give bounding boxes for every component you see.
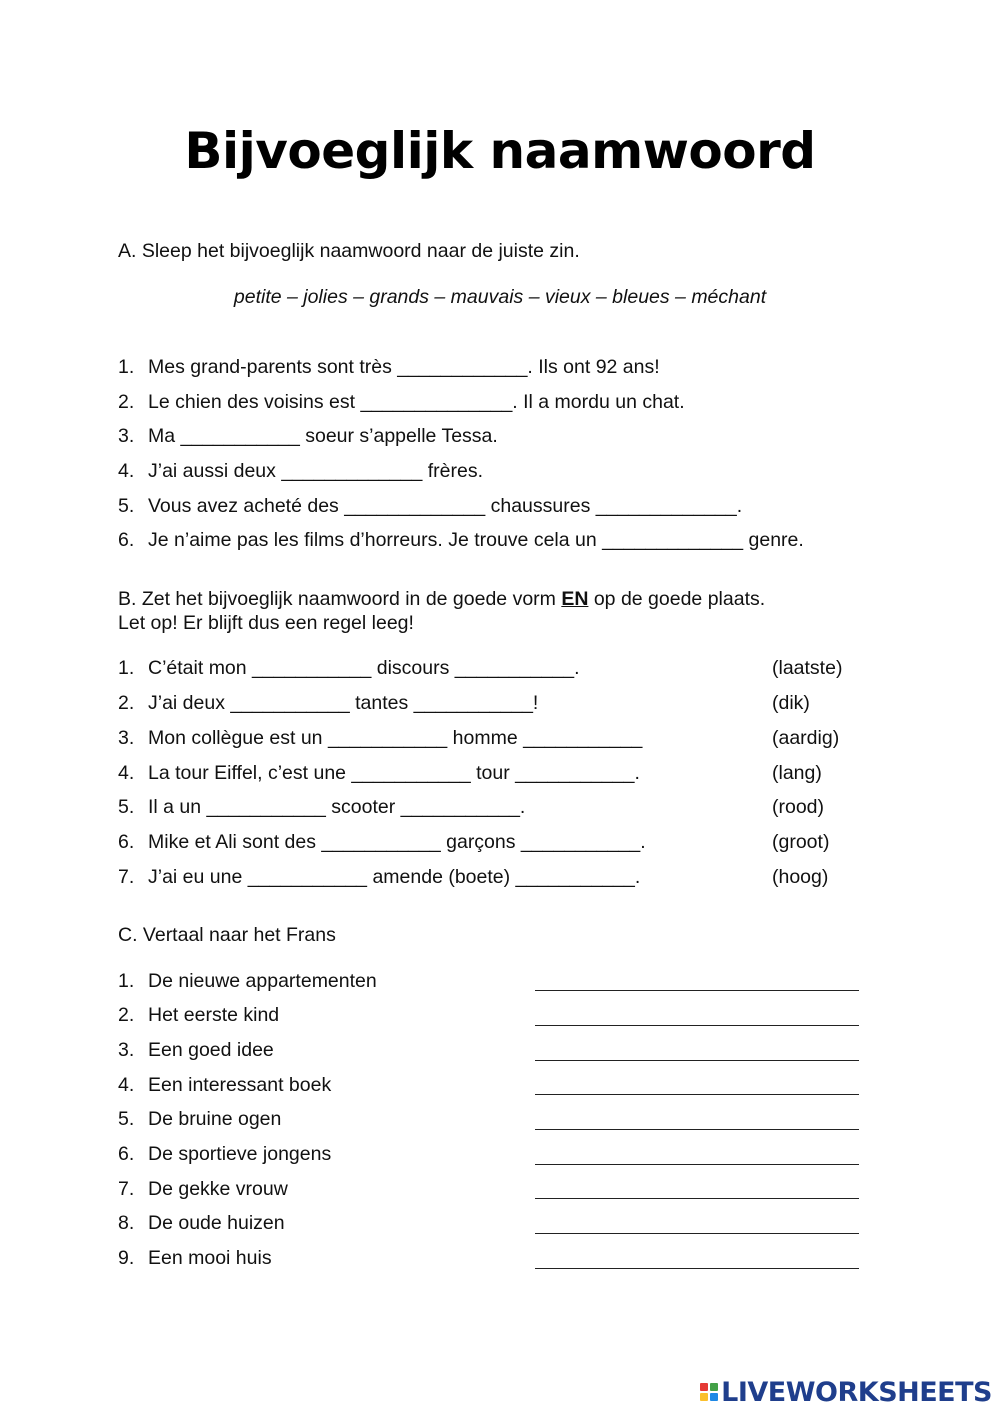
section-b-instruction-line2: Let op! Er blijft dus een regel leeg!: [118, 612, 414, 634]
answer-line[interactable]: [535, 990, 859, 991]
list-item-text: Vous avez acheté des _____________ chaussures _____________.: [148, 495, 743, 517]
list-item-hint: (lang): [772, 762, 822, 784]
section-b-instruction: [118, 588, 765, 611]
logo-square: [700, 1383, 708, 1391]
list-item-text: La tour Eiffel, c’est une ___________ tour ___________.: [148, 762, 640, 784]
list-item-number: 4.: [118, 460, 135, 482]
section-b-instruction-emphasis: EN: [561, 588, 589, 610]
answer-line[interactable]: [535, 1268, 859, 1269]
list-item-text: Il a un ___________ scooter ___________.: [148, 796, 526, 818]
list-item-number: 4.: [118, 1074, 135, 1096]
section-c-instruction: C. Vertaal naar het Frans: [118, 924, 336, 946]
list-item-text: De gekke vrouw: [148, 1178, 288, 1200]
answer-line[interactable]: [535, 1129, 859, 1130]
answer-line[interactable]: [535, 1233, 859, 1234]
list-item-text: Le chien des voisins est ______________. Il a mordu un chat.: [148, 391, 685, 413]
section-b-instruction-post: op de goede plaats.: [588, 588, 766, 610]
answer-line[interactable]: [535, 1164, 859, 1165]
list-item-hint: (dik): [772, 692, 810, 714]
liveworksheets-logo: [700, 1377, 992, 1407]
list-item-text: De oude huizen: [148, 1212, 285, 1234]
list-item-number: 5.: [118, 796, 135, 818]
list-item-text: C’était mon ___________ discours ___________.: [148, 657, 580, 679]
page-title: Bijvoeglijk naamwoord: [184, 122, 816, 180]
list-item-number: 7.: [118, 866, 135, 888]
list-item-number: 1.: [118, 356, 135, 378]
list-item-text: Ma ___________ soeur s’appelle Tessa.: [148, 425, 498, 447]
answer-line[interactable]: [535, 1060, 859, 1061]
answer-line[interactable]: [535, 1094, 859, 1095]
list-item-number: 3.: [118, 425, 135, 447]
list-item-text: Mon collègue est un ___________ homme ___________: [148, 727, 643, 749]
answer-line[interactable]: [535, 1025, 859, 1026]
list-item-text: J’ai deux ___________ tantes ___________!: [148, 692, 539, 714]
list-item-text: Mike et Ali sont des ___________ garçons ___________.: [148, 831, 646, 853]
list-item-number: 7.: [118, 1178, 135, 1200]
section-b-instruction-pre: B. Zet het bijvoeglijk naamwoord in de goede vorm: [118, 588, 562, 610]
list-item-number: 6.: [118, 529, 135, 551]
list-item-number: 2.: [118, 391, 135, 413]
list-item-number: 3.: [118, 727, 135, 749]
list-item-number: 3.: [118, 1039, 135, 1061]
logo-text: LIVEWORKSHEETS: [721, 1376, 992, 1408]
list-item-number: 8.: [118, 1212, 135, 1234]
list-item-text: J’ai eu une ___________ amende (boete) ___________.: [148, 866, 641, 888]
list-item-text: Een goed idee: [148, 1039, 274, 1061]
logo-square: [710, 1393, 718, 1401]
list-item-number: 1.: [118, 970, 135, 992]
list-item-hint: (groot): [772, 831, 830, 853]
list-item-hint: (hoog): [772, 866, 829, 888]
list-item-text: J’ai aussi deux _____________ frères.: [148, 460, 483, 482]
list-item-text: De sportieve jongens: [148, 1143, 332, 1165]
word-bank: petite – jolies – grands – mauvais – vieux – bleues – méchant: [233, 286, 767, 308]
logo-square: [710, 1383, 718, 1391]
list-item-hint: (aardig): [772, 727, 840, 749]
list-item-text: De bruine ogen: [148, 1108, 282, 1130]
answer-line[interactable]: [535, 1198, 859, 1199]
list-item-text: Het eerste kind: [148, 1004, 280, 1026]
list-item-number: 2.: [118, 1004, 135, 1026]
list-item-number: 5.: [118, 1108, 135, 1130]
list-item-number: 5.: [118, 495, 135, 517]
list-item-number: 6.: [118, 1143, 135, 1165]
list-item-text: De nieuwe appartementen: [148, 970, 377, 992]
list-item-hint: (laatste): [772, 657, 843, 679]
section-a-instruction: A. Sleep het bijvoeglijk naamwoord naar de juiste zin.: [118, 240, 580, 262]
list-item-text: Je n’aime pas les films d’horreurs. Je trouve cela un _____________ genre.: [148, 529, 804, 551]
list-item-number: 2.: [118, 692, 135, 714]
list-item-text: Een mooi huis: [148, 1247, 272, 1269]
list-item-text: Een interessant boek: [148, 1074, 332, 1096]
list-item-text: Mes grand-parents sont très ____________. Ils ont 92 ans!: [148, 356, 660, 378]
list-item-number: 4.: [118, 762, 135, 784]
list-item-number: 1.: [118, 657, 135, 679]
logo-square: [700, 1393, 708, 1401]
list-item-hint: (rood): [772, 796, 825, 818]
logo-mark-icon: [700, 1383, 718, 1401]
list-item-number: 9.: [118, 1247, 135, 1269]
list-item-number: 6.: [118, 831, 135, 853]
